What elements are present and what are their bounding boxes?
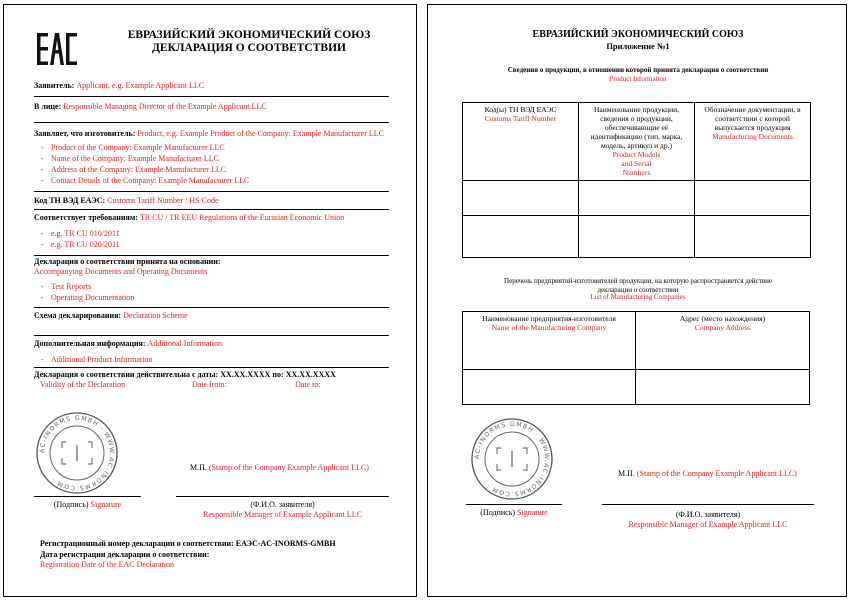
fio-value: Responsible Manager of Example Applicant LLC — [203, 510, 362, 519]
fio-value: Responsible Manager of Example Applicant LLC — [628, 520, 788, 529]
basis-value: Accompanying Documents and Operating Documents — [34, 267, 208, 276]
signature-row — [466, 508, 562, 518]
additional-value: Additional Information — [147, 339, 222, 348]
appendix-title: Приложение №1 — [606, 41, 670, 51]
reg-number: Регистрационный номер декларации о соответствии: ЕАЭС-AC-INORMS-GMBH — [40, 539, 336, 548]
divider — [34, 307, 389, 308]
list-item: - Contact Details of the Company: Example Manufacturer LLC — [41, 176, 250, 185]
list-item: - Operating Documentation — [41, 293, 135, 302]
code-value: Customs Tariff Number / HS Code — [107, 196, 219, 205]
list-item: - Additional Product Information — [41, 355, 153, 364]
signature-label: (Подпись) — [480, 508, 516, 517]
eac-logo-text — [4, 5, 5, 6]
table-row — [463, 370, 810, 405]
product-info-label: Сведения о продукции, в отношении которой принята декларация о соответствии — [507, 66, 769, 74]
validity-label: Декларация о соответствии действительна с даты: XX.XX.XXXX по: XX.XX.XXXX — [34, 370, 336, 379]
name-line — [176, 496, 389, 497]
union-title: ЕВРАЗИЙСКИЙ ЭКОНОМИЧЕСКИЙ СОЮЗ — [532, 29, 744, 40]
name-line — [602, 504, 814, 505]
company-stamp — [470, 417, 554, 501]
manufacturers-label: Перечень предприятий-изготовителей продукции, на которую распространяется действие декларации о соответствии — [504, 277, 772, 294]
code-label: Код ТН ВЭД ЕАЭС: — [34, 196, 106, 205]
person-label: В лице: — [34, 102, 62, 111]
table-row — [463, 181, 811, 216]
reg-date-label: Дата регистрации декларации о соответствии: — [40, 550, 210, 559]
list-item: - Product of the Company: Example Manufacturer LLC — [41, 143, 225, 152]
divider — [34, 367, 389, 368]
validity-from: Date from: — [192, 380, 227, 389]
applicant-label: Заявитель: — [34, 81, 75, 90]
reg-date-value: Registration Date of the EAC Declaration — [40, 560, 174, 569]
manufacturers-value: List of Manufacturing Companies — [590, 293, 686, 301]
stamp-place-value: (Stamp of the Company Example Applicant LLC) — [636, 469, 797, 478]
declares-label: Заявляет, что изготовитель: — [34, 129, 136, 138]
additional-row — [34, 339, 394, 349]
divider — [34, 96, 389, 97]
requirements-row — [34, 213, 399, 223]
divider — [34, 335, 389, 336]
divider — [34, 255, 389, 256]
additional-label: Дополнительная информация: — [34, 339, 146, 348]
table-row — [463, 216, 811, 258]
scheme-value: Declaration Scheme — [123, 311, 188, 320]
table-header-row — [463, 312, 810, 370]
declaration-page — [3, 4, 417, 597]
stamp-place-row — [190, 463, 400, 473]
svg-text:AC-INORMS GMBH · WWW.AC-INORMS: AC-INORMS GMBH · WWW.AC-INORMS.COM · — [473, 420, 551, 498]
table-header-cell: Код(ы) ТН ВЭД ЕАЭС Customs Tariff Number — [463, 103, 579, 181]
scheme-row — [34, 311, 394, 321]
table-header-cell: Адрес (место нахождения) Company Address — [636, 312, 810, 370]
svg-text:AC-INORMS GMBH · WWW.AC-INORMS: AC-INORMS GMBH · WWW.AC-INORMS.COM · — [38, 414, 116, 492]
stamp-place-value: (Stamp of the Company Example Applicant LLC) — [208, 463, 369, 472]
stamp-place-label: М.П. — [618, 469, 635, 478]
fio-label: (Ф.И.О. заявителя) — [250, 500, 315, 509]
person-value: Responsible Managing Director of the Example Applicant LLC — [63, 102, 267, 111]
person-row — [34, 102, 394, 112]
union-title: ЕВРАЗИЙСКИЙ ЭКОНОМИЧЕСКИЙ СОЮЗ — [127, 29, 371, 41]
scheme-label: Схема декларирования: — [34, 311, 122, 320]
divider — [34, 191, 389, 192]
signature-line — [466, 504, 562, 505]
manufacturer-table — [462, 311, 810, 405]
declaration-title: ДЕКЛАРАЦИЯ О СООТВЕТСТВИИ — [152, 42, 346, 54]
table-header-cell: Наименование предприятия-изготовителя Name of the Manufacturing Company — [463, 312, 636, 370]
validity-to: Date to: — [295, 380, 321, 389]
declares-value: Product, e.g. Example Product of the Company: Example Manufacturer LLC — [137, 129, 384, 138]
eac-logo — [37, 33, 79, 65]
signature-label: (Подпись) — [53, 500, 89, 509]
company-stamp — [35, 411, 119, 495]
list-item: - e.g. TR CU 020/2011 — [41, 240, 120, 249]
table-header-cell: Наименование продукции, сведения о продукции, обеспечивающие её идентификацию (тип, марка, модель, артикул и др.) Product Models and Serial Numbers — [579, 103, 695, 181]
signature-value: Signature — [90, 500, 122, 509]
appendix-page — [427, 4, 847, 597]
applicant-row — [34, 81, 394, 91]
divider — [34, 209, 389, 210]
stamp-place-row — [618, 469, 843, 479]
divider — [34, 122, 389, 123]
fio-label: (Ф.И.О. заявителя) — [675, 510, 741, 519]
requirements-value: TR CU / TR EEU Regulations of the Eurasian Economic Union — [139, 213, 345, 222]
signature-line — [34, 496, 141, 497]
basis-label: Декларация о соответствии принята на основании: — [34, 257, 221, 266]
code-row — [34, 196, 394, 206]
signature-row — [34, 500, 141, 510]
declares-row — [34, 129, 399, 139]
validity-value: Validity of the Declaration — [40, 380, 126, 389]
list-item: - Address of the Company: Example Manufacturer LLC — [41, 165, 227, 174]
list-item: - Name of the Company: Example Manufacturer LLC — [41, 154, 219, 163]
product-table — [462, 102, 811, 258]
list-item: - Test Reports — [41, 282, 92, 291]
table-header-row — [463, 103, 811, 181]
stamp-place-label: М.П. — [190, 463, 207, 472]
list-item: - e.g. TR CU 010/2011 — [41, 229, 120, 238]
product-info-value: Product Information — [609, 75, 667, 83]
requirements-label: Соответствует требованиям: — [34, 213, 138, 222]
applicant-value: Applicant, e.g. Example Applicant LLC — [76, 81, 205, 90]
signature-value: Signature — [517, 508, 548, 517]
table-header-cell: Обозначение документации, в соответствии с которой выпускается продукция Manufacturing Documents — [695, 103, 811, 181]
